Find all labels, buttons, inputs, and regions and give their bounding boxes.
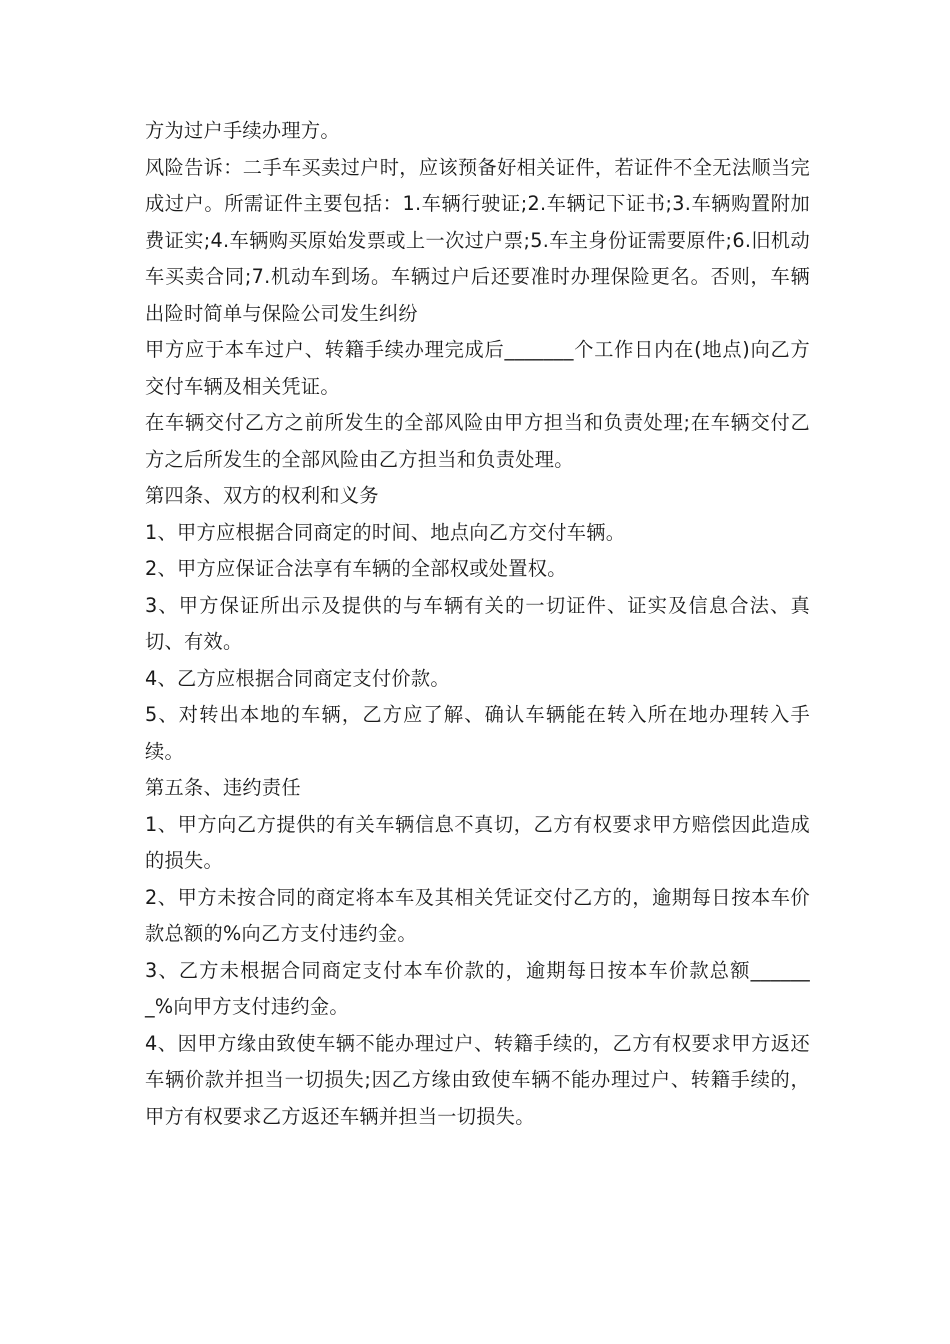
- list-item-liability-2: 2、甲方未按合同的商定将本车及其相关凭证交付乙方的，逾期每日按本车价款总额的%向乙方支付违约金。: [145, 885, 810, 945]
- list-item-liability-1: 1、甲方向乙方提供的有关车辆信息不真切，乙方有权要求甲方赔偿因此造成的损失。: [145, 812, 810, 872]
- list-item-liability-4: 4、因甲方缘由致使车辆不能办理过户、转籍手续的，乙方有权要求甲方返还车辆价款并担当一切损失;因乙方缘由致使车辆不能办理过户、转籍手续的，甲方有权要求乙方返还车辆并担当一切损失。: [145, 1031, 810, 1128]
- section-heading-article-5: 第五条、违约责任: [145, 776, 301, 799]
- list-item-rights-1: 1、甲方应根据合同商定的时间、地点向乙方交付车辆。: [145, 520, 626, 544]
- list-item-rights-4: 4、乙方应根据合同商定支付价款。: [145, 666, 450, 690]
- list-item-rights-3: 3、甲方保证所出示及提供的与车辆有关的一切证件、证实及信息合法、真切、有效。: [145, 593, 810, 653]
- paragraph-delivery-time: 甲方应于本车过户、转籍手续办理完成后_______个工作日内在(地点)向乙方交付车辆及相关凭证。: [145, 338, 810, 398]
- list-item-rights-5: 5、对转出本地的车辆，乙方应了解、确认车辆能在转入所在地办理转入手续。: [145, 703, 810, 763]
- list-item-rights-2: 2、甲方应保证合法享有车辆的全部权或处置权。: [145, 557, 567, 580]
- paragraph-risk-allocation: 在车辆交付乙方之前所发生的全部风险由甲方担当和负责处理;在车辆交付乙方之后所发生的全部风险由乙方担当和负责处理。: [145, 411, 810, 471]
- list-item-liability-3: 3、乙方未根据合同商定支付本车价款的，逾期每日按本车价款总额_______%向甲方支付违约金。: [145, 958, 810, 1018]
- section-heading-article-4: 第四条、双方的权利和义务: [145, 484, 379, 507]
- paragraph-risk-notice: 风险告诉：二手车买卖过户时，应该预备好相关证件，若证件不全无法顺当完成过户。所需证件主要包括：1.车辆行驶证;2.车辆记下证书;3.车辆购置附加费证实;4.车辆购买原始发票或上一次过户票;5.车主身份证需要原件;6.旧机动车买卖合同;7.机动车到场。车辆过户后还要准时办理保险更名。否则，车辆出险时简单与保险公司发生纠纷: [145, 155, 810, 325]
- document-body: [145, 113, 810, 1135]
- paragraph-transfer-party: 方为过户手续办理方。: [145, 119, 340, 142]
